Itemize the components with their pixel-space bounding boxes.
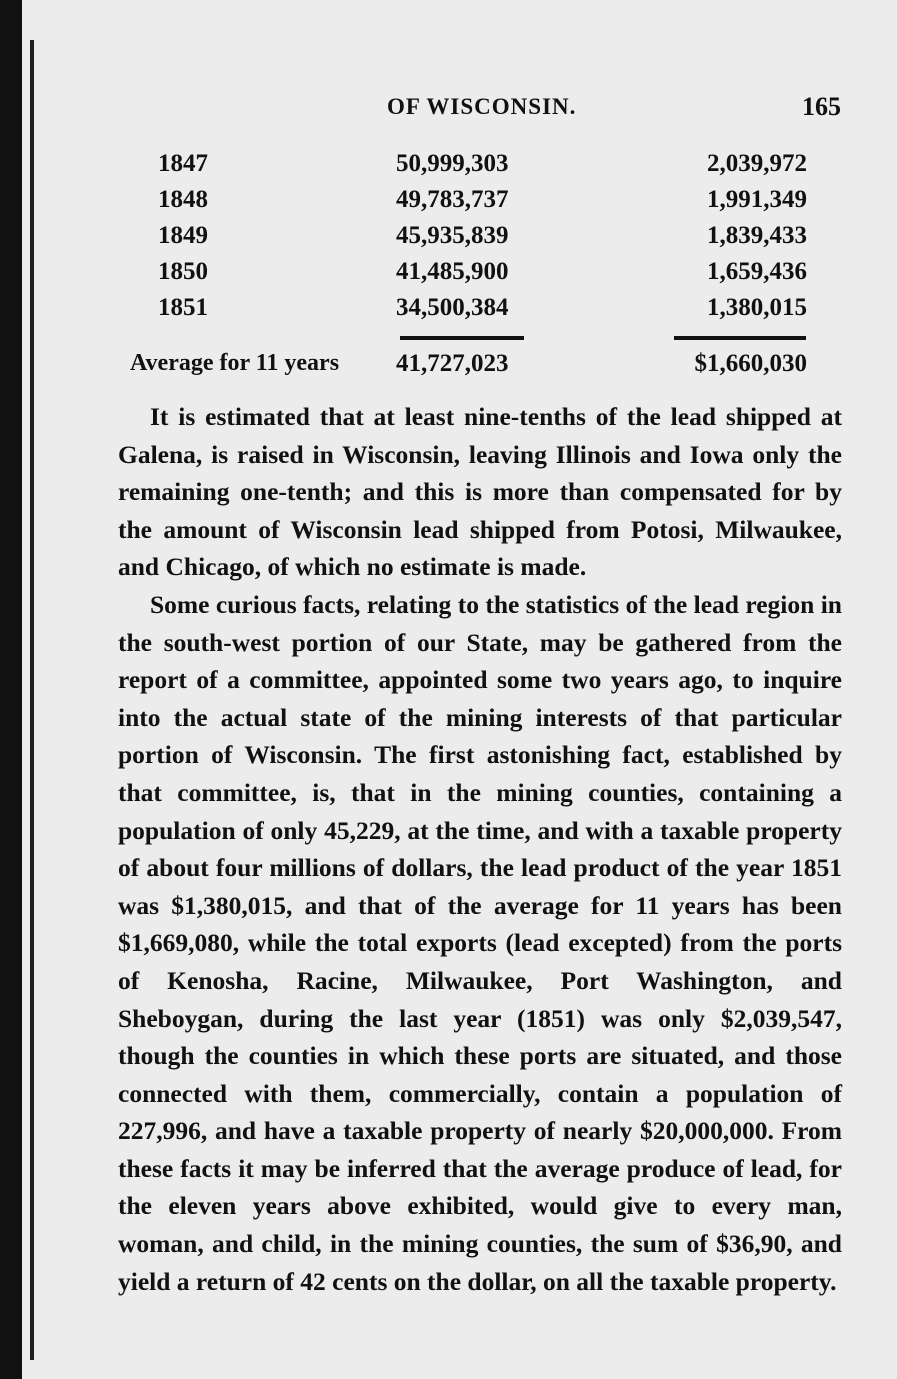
sum-rule: [22, 330, 897, 350]
lead-value-cell: 1,380,015: [707, 294, 807, 321]
year-cell: 1850: [158, 258, 208, 285]
average-label: Average for 11 years: [130, 350, 340, 376]
table-row: [22, 222, 897, 258]
lead-value-cell: 1,991,349: [707, 186, 807, 213]
assessment-cell: 50,999,303: [396, 150, 509, 177]
table-row: [22, 186, 897, 222]
assessment-cell: 41,485,900: [396, 258, 509, 285]
page-header: [22, 92, 897, 128]
average-assessment: 41,727,023: [396, 350, 509, 377]
paragraph: It is estimated that at least nine-tenths of the lead shipped at Galena, is raised in Wisconsin, leaving Illinois and Iowa only the remaining one-tenth; and this is more than compensated for by the amount of Wisconsin lead shipped from Potosi, Milwaukee, and Chicago, of which no estimate is made.: [118, 402, 842, 582]
paragraph: Some curious facts, relating to the statistics of the lead region in the south-west portion of our State, may be gathered from the report of a committee, appointed some two years ago, to inquire into the actual state of the mining interests of that particular portion of Wisconsin. The first astonishing fact, established by that committee, is, that in the mining counties, containing a population of only 45,229, at the time, and with a taxable property of about four millions of dollars, the lead product of the year 1851 was $1,380,015, and that of the average for 11 years has been $1,669,080, while the total exports (lead excepted) from the ports of Kenosha, Racine, Milwaukee, Port Washington, and Sheboygan, during the last year (1851) was only $2,039,547, though the counties in which these ports are situated, and those connected with them, commercially, contain a population of 227,996, and have a taxable property of nearly $20,000,000. From these facts it may be inferred that the average produce of lead, for the eleven years above exhibited, would give to every man, woman, and child, in the mining counties, the sum of $36,90, and yield a return of 42 cents on the dollar, on all the taxable property.: [118, 589, 842, 1296]
page-number: 165: [802, 92, 841, 121]
scan-border: [0, 0, 22, 1379]
table-row: [22, 150, 897, 186]
assessment-cell: 49,783,737: [396, 186, 509, 213]
year-cell: 1848: [158, 186, 208, 213]
lead-sum-rule: [674, 336, 806, 340]
assessment-cell: 45,935,839: [396, 222, 509, 249]
lead-value-cell: 1,659,436: [707, 258, 807, 285]
body-text: [118, 398, 842, 1300]
assessment-sum-rule: [400, 336, 524, 340]
lead-statistics-table: [22, 150, 897, 388]
book-page: [22, 0, 897, 1379]
year-cell: 1849: [158, 222, 208, 249]
running-head: OF WISCONSIN.: [387, 94, 577, 119]
lead-value-cell: 2,039,972: [707, 150, 807, 177]
table-row: [22, 294, 897, 330]
year-cell: 1847: [158, 150, 208, 177]
assessment-cell: 34,500,384: [396, 294, 509, 321]
year-cell: 1851: [158, 294, 208, 321]
average-row: [22, 350, 897, 388]
table-row: [22, 258, 897, 294]
average-lead-value: $1,660,030: [694, 350, 807, 377]
lead-value-cell: 1,839,433: [707, 222, 807, 249]
